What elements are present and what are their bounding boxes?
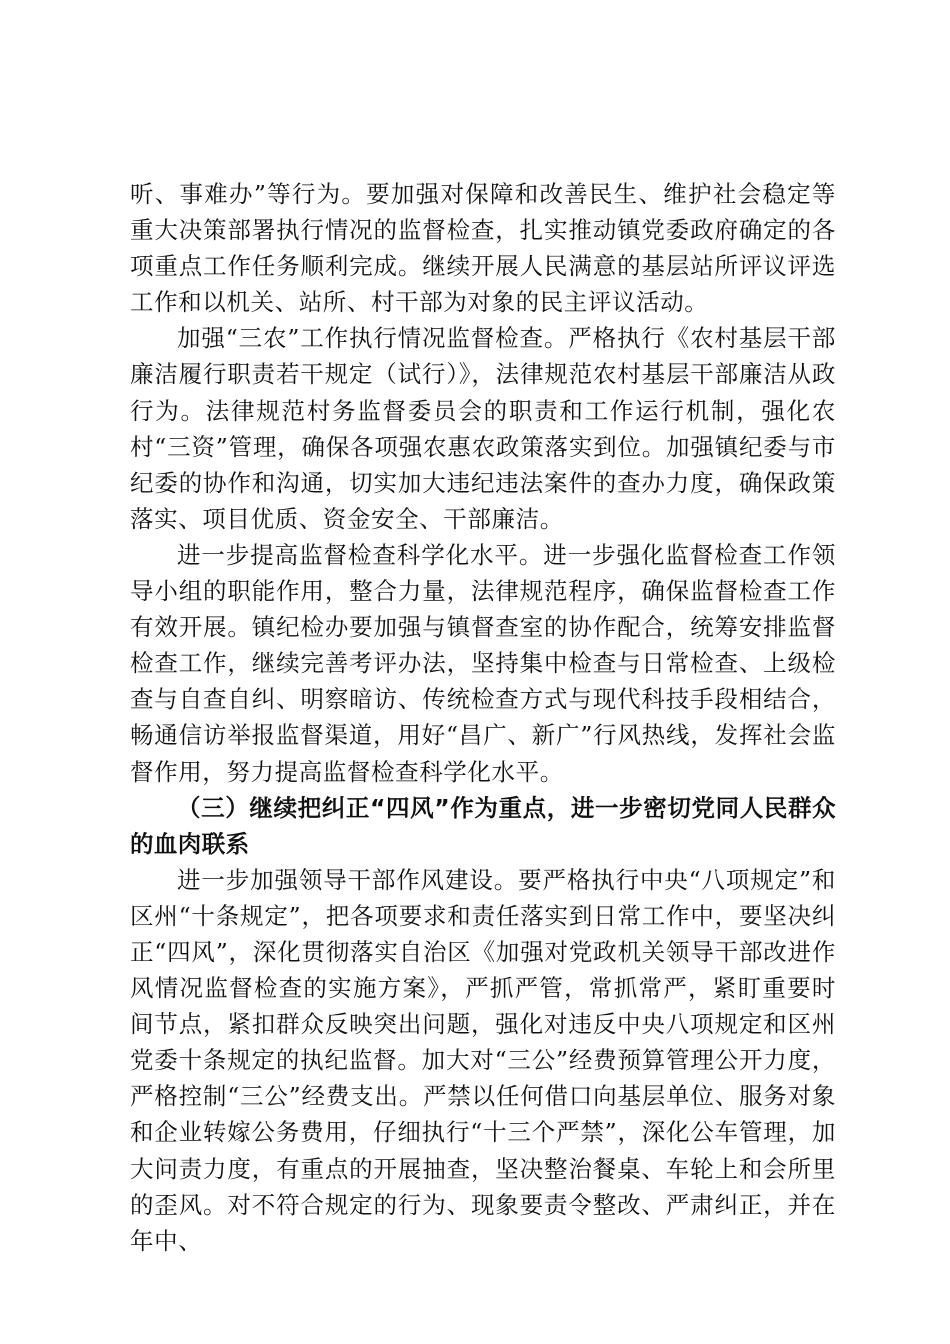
section-heading: （三）继续把纠正“四风”作为重点，进一步密切党同人民群众的血肉联系	[130, 793, 836, 858]
body-paragraph-3: 进一步提高监督检查科学化水平。进一步强化监督检查工作领导小组的职能作用，整合力量，法律规范程序，确保监督检查工作有效开展。镇纪检办要加强与镇督查室的协作配合，统筹安排监督检查工作，继续完善考评办法，坚持集中检查与日常检查、上级检查与自查自纠、明察暗访、传统检查方式与现代科技手段相结合，畅通信访举报监督渠道，用好“昌广、新广”行风热线，发挥社会监督作用，努力提高监督检查科学化水平。	[130, 540, 836, 786]
body-paragraph-1: 听、事难办”等行为。要加强对保障和改善民生、维护社会稳定等重大决策部署执行情况的监督检查，扎实推动镇党委政府确定的各项重点工作任务顺利完成。继续开展人民满意的基层站所评议评选工作和以机关、站所、村干部为对象的民主评议活动。	[130, 180, 836, 317]
document-page	[130, 176, 836, 1259]
body-paragraph-2: 加强“三农”工作执行情况监督检查。严格执行《农村基层干部廉洁履行职责若干规定（试行）》，法律规范农村基层干部廉洁从政行为。法律规范村务监督委员会的职责和工作运行机制，强化农村“三资”管理，确保各项强农惠农政策落实到位。加强镇纪委与市纪委的协作和沟通，切实加大违纪违法案件的查办力度，确保政策落实、项目优质、资金安全、干部廉洁。	[130, 324, 836, 533]
body-paragraph-4: 进一步加强领导干部作风建设。要严格执行中央“八项规定”和区州“十条规定”，把各项要求和责任落实到日常工作中，要坚决纠正“四风”，深化贯彻落实自治区《加强对党政机关领导干部改进作风情况监督检查的实施方案》，严抓严管，常抓常严，紧盯重要时间节点，紧扣群众反映突出问题，强化对违反中央八项规定和区州党委十条规定的执纪监督。加大对“三公”经费预算管理公开力度，严格控制“三公”经费支出。严禁以任何借口向基层单位、服务对象和企业转嫁公务费用，仔细执行“十三个严禁”，深化公车管理，加大问责力度，有重点的开展抽查，坚决整治餐桌、车轮上和会所里的歪风。对不符合规定的行为、现象要责令整改、严肃纠正，并在年中、	[130, 865, 836, 1255]
